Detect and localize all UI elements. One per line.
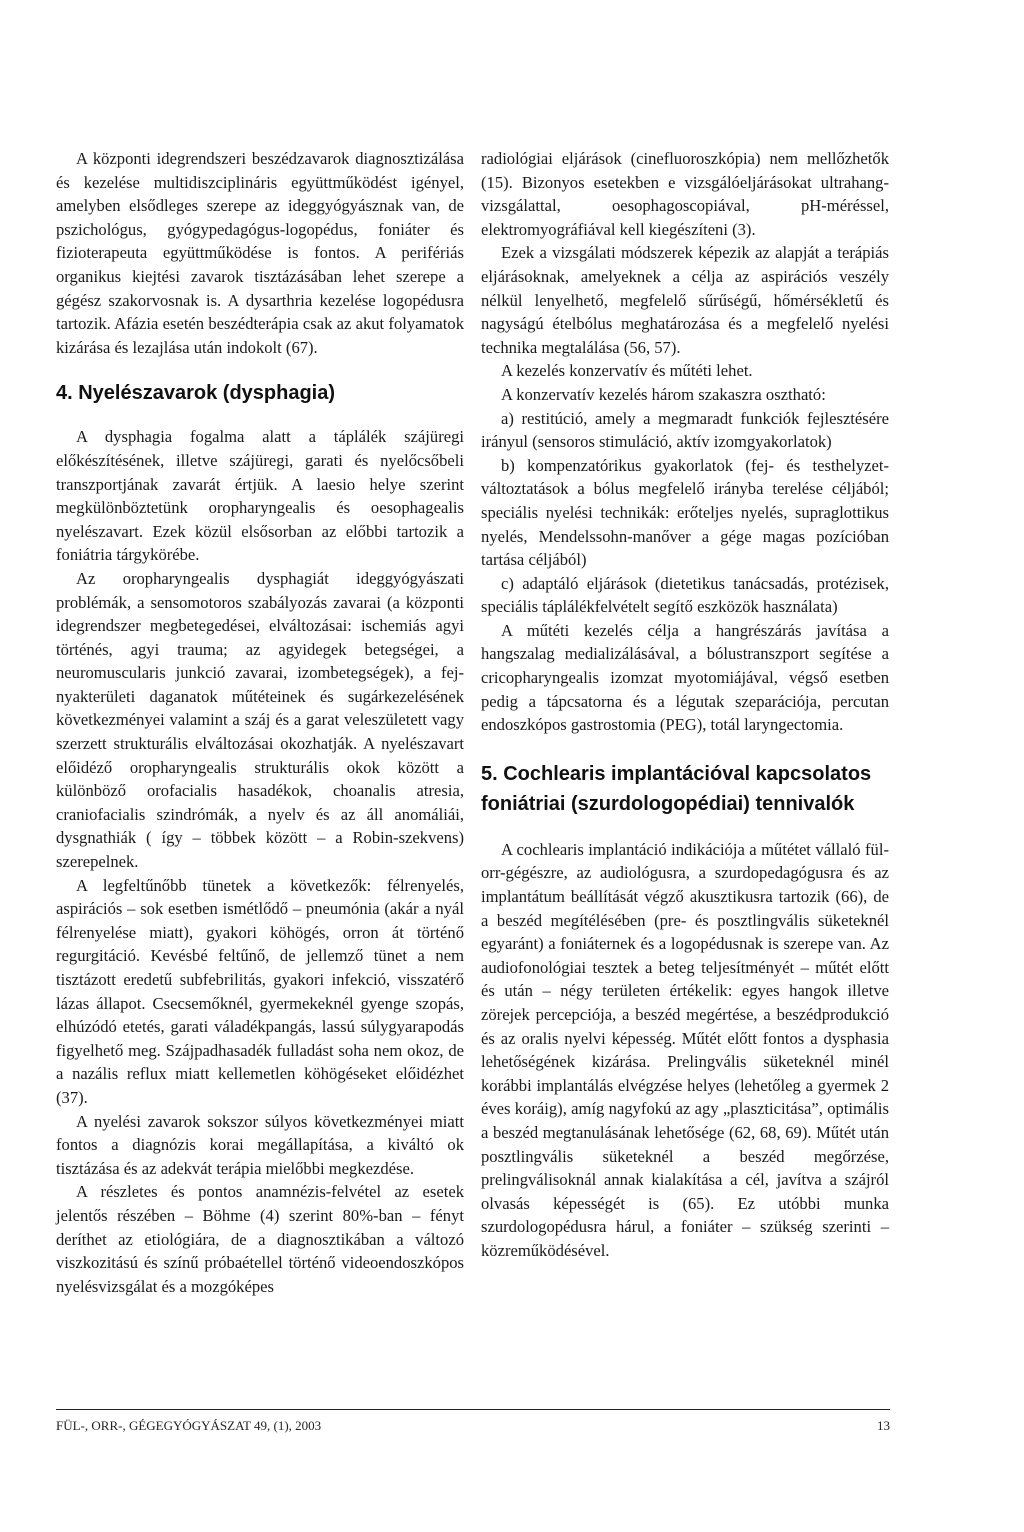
right-column <box>481 147 889 1263</box>
paragraph: A cochlearis implantáció indikációja a műtétet vállaló fül-orr-gégészre, az audiológusra, a szurdopedagógusra és az implantátum beállítását végző akusztikusra tartozik (66), de a beszéd megítélésében (pre- és posztlingvális süketeknél egyaránt) a foniáternek és a logopédusnak is szerepe van. Az audiofonológiai tesztek a beteg teljesítményét – műtét előtt és után – négy területen értékelik: egyes hangok illetve zörejek percepciója, a beszéd megértése, a beszédprodukció és az oralis nyelvi képesség. Műtét előtt fontos a dysphasia lehetőségének kizárása. Prelingvális süketeknél minél korábbi implantálás elvégzése helyes (lehetőleg a gyermek 2 éves koráig), amíg nagyfokú az agy „plaszticitása”, optimális a beszéd megtanulásának lehetősége (62, 68, 69). Műtét után posztlingvális süketeknél a beszéd megőrzése, prelingválisoknál annak kialakítása a cél, javítva a szájról olvasás képességét is (65). Ez utóbbi munka szurdologopédusra hárul, a foniáter – szükség szerinti – közreműködésével. <box>481 839 889 1260</box>
paragraph: A kezelés konzervatív és műtéti lehet. <box>501 361 753 381</box>
list-item: a) restitúció, amely a megmaradt funkciók fejlesztésére irányul (sensoros stimuláció, aktív izomgyakorlatok) <box>481 408 889 452</box>
left-column <box>56 147 464 1298</box>
paragraph: A központi idegrendszeri beszédzavarok diagnosztizálása és kezelése multidiszciplináris együttműködést igényel, amelyben elsődleges szerepe az ideggyógyásznak van, de pszichológus, gyógypedagógus-logopédus, foniáter és fizioterapeuta együttműködése is fontos. A perifériás organikus kiejtési zavarok tisztázásában lehet szerepe a gégész szakorvosnak is. A dysarthria kezelése logopédusra tartozik. Afázia esetén beszédterápia csak az akut folyamatok kizárása és lezajlása után indokolt (67). <box>56 149 464 357</box>
section-heading-4: 4. Nyelészavarok (dysphagia) <box>56 382 336 405</box>
paragraph: radiológiai eljárások (cinefluoroszkópia) nem mellőzhetők (15). Bizonyos esetekben e vizsgálóeljárásokat ultrahang-vizsgálattal, oesophagoscopiával, pH-méréssel, elektromyográfiával kell kiegészíteni (3). <box>481 149 889 239</box>
paragraph: Az oropharyngealis dysphagiát ideggyógyászati problémák, a sensomotoros szabályozás zavarai (a központi idegrendszer megbetegedései, elváltozásai: ischemiás agyi történés, agyi trauma; az agyidegek betegségei, a neuromuscularis junkció zavarai, izombetegségek), a fej-nyakterületi daganatok műtéteinek és sugárkezelésének következményei valamint a száj és a garat veleszületett vagy szerzett strukturális elváltozásai okozhatják. A nyelészavart előidéző oropharyngealis strukturális okok között a különböző orofacialis hasadékok, choanalis atresia, craniofacialis szindrómák, a nyelv és az áll anomáliái, dysgnathiák ( így – többek között – a Robin-szekvens) szerepelnek. <box>56 568 464 872</box>
paragraph: A dysphagia fogalma alatt a táplálék szájüregi előkészítésének, illetve szájüregi, garati és nyelőcsőbeli transzportjának zavarát értjük. A laesio helye szerint megkülönböztetünk oropharyngealis és oesophagealis nyelészavart. Ezek közül elsősorban az előbbi tartozik a foniátria tárgykörébe. <box>56 427 464 565</box>
page-footer <box>56 1409 890 1434</box>
section-heading-5: 5. Cochlearis implantációval kapcsolatos foniátriai (szurdologopédiai) tennivalók <box>481 762 872 815</box>
paragraph: A részletes és pontos anamnézis-felvétel az esetek jelentős részében – Böhme (4) szerint 80%-ban – fényt deríthet az etiológiára, de a diagnosztikában a változó viszkozitású és színű próbaétellel történő videoendoszkópos nyelésvizsgálat és a mozgóképes <box>56 1182 464 1296</box>
list-item: b) kompenzatórikus gyakorlatok (fej- és testhelyzet-változtatások a bólus megfelelő irányba terelése céljából; speciális nyelési technikák: erőteljes nyelés, supraglottikus nyelés, Mendelssohn-manőver a gége magas pozícióban tartása céljából) <box>481 455 889 570</box>
journal-citation: FÜL-, ORR-, GÉGEGYÓGYÁSZAT 49, (1), 2003 <box>56 1418 322 1433</box>
paragraph: A legfeltűnőbb tünetek a következők: félrenyelés, aspirációs – sok esetben ismétlődő – pneumónia (akár a nyál félrenyelése miatt), gyakori köhögés, orron át történő regurgitáció. Kevésbé feltűnő, de jellemző tünet a nem tisztázott eredetű subfebrilitás, gyakori infekció, visszatérő lázas állapot. Csecsemőknél, gyermekeknél gyenge szopás, elhúzódó etetés, garati váladékpangás, lassú súlygyarapodás figyelhető meg. Szájpadhasadék fulladást soha nem okoz, de a nazális reflux miatt kellemetlen köhögéseket előidézhet (37). <box>56 875 464 1107</box>
page-number: 13 <box>877 1418 890 1433</box>
paragraph: Ezek a vizsgálati módszerek képezik az alapját a terápiás eljárásoknak, amelyeknek a célja az aspirációs veszély nélkül lenyelhető, megfelelő sűrűségű, hőmérsékletű és nagyságú ételbólus meghatározása és a megfelelő nyelési technika megtalálása (56, 57). <box>481 243 889 357</box>
paragraph: A konzervatív kezelés három szakaszra osztható: <box>501 384 826 404</box>
paragraph: A nyelési zavarok sokszor súlyos következményei miatt fontos a diagnózis korai megállapítása, a kiváltó ok tisztázása és az adekvát terápia mielőbbi megkezdése. <box>56 1111 464 1178</box>
paragraph: A műtéti kezelés célja a hangrészárás javítása a hangszalag medializálásával, a bólustranszport segítése a cricopharyngealis izomzat myotomiájával, végső esetben pedig a tápcsatorna és a légutak szeparációja, percutan endoszkópos gastrostomia (PEG), totál laryngectomia. <box>481 620 889 735</box>
list-item: c) adaptáló eljárások (dietetikus tanácsadás, protézisek, speciális táplálékfelvételt segítő eszközök használata) <box>481 573 889 617</box>
